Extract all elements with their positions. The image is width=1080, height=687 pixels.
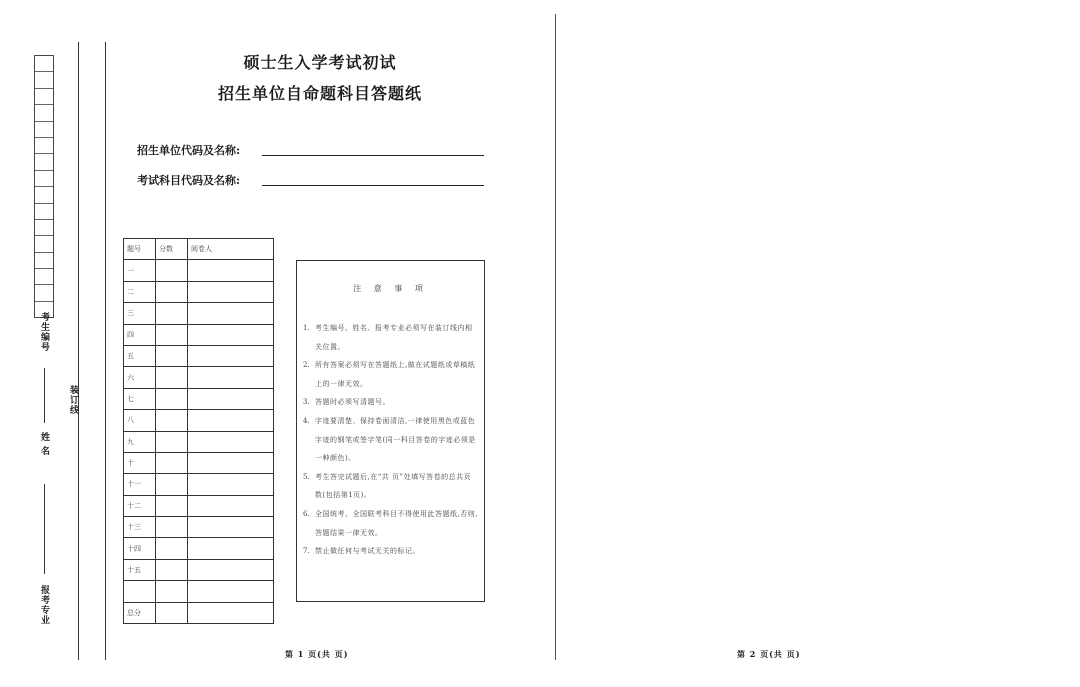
subject-field-label: 考试科目代码及名称: — [137, 174, 241, 187]
notice-item-text: 答题时必须写清题号。 — [315, 398, 390, 407]
question-number: 九 — [124, 431, 156, 452]
candidate-number-cell[interactable] — [35, 105, 53, 121]
score-row — [124, 260, 274, 281]
candidate-number-cell[interactable] — [35, 204, 53, 220]
score-row — [124, 410, 274, 431]
score-cell[interactable] — [156, 431, 188, 452]
candidate-number-line — [44, 368, 45, 423]
candidate-number-label: 考生编号 — [39, 312, 49, 352]
grader-cell[interactable] — [188, 602, 274, 623]
candidate-number-cell[interactable] — [35, 171, 53, 187]
score-cell[interactable] — [156, 602, 188, 623]
question-number: 十二 — [124, 495, 156, 516]
score-cell[interactable] — [156, 581, 188, 602]
score-cell[interactable] — [156, 345, 188, 366]
candidate-number-cell[interactable] — [35, 220, 53, 236]
notice-item — [303, 542, 478, 561]
question-number: 六 — [124, 367, 156, 388]
score-row — [124, 581, 274, 602]
score-cell[interactable] — [156, 517, 188, 538]
grader-cell[interactable] — [188, 559, 274, 580]
candidate-number-cell[interactable] — [35, 138, 53, 154]
score-row — [124, 517, 274, 538]
score-cell[interactable] — [156, 495, 188, 516]
grader-cell[interactable] — [188, 474, 274, 495]
score-row — [124, 602, 274, 623]
grader-cell[interactable] — [188, 303, 274, 324]
candidate-number-cell[interactable] — [35, 187, 53, 203]
grader-cell[interactable] — [188, 324, 274, 345]
candidate-number-cell[interactable] — [35, 154, 53, 170]
notice-box — [296, 260, 485, 602]
question-number: 一 — [124, 260, 156, 281]
score-row — [124, 324, 274, 345]
notice-item-text: 考生答完试题后,在“共 页”处填写答卷的总共页数(包括第1页)。 — [315, 472, 472, 500]
score-cell[interactable] — [156, 324, 188, 345]
grader-cell[interactable] — [188, 388, 274, 409]
score-cell[interactable] — [156, 367, 188, 388]
question-number: 十四 — [124, 538, 156, 559]
notice-item — [303, 319, 478, 356]
page-divider — [555, 14, 556, 660]
candidate-number-cell[interactable] — [35, 56, 53, 72]
score-cell[interactable] — [156, 452, 188, 473]
notice-item-text: 所有答案必须写在答题纸上,做在试题纸或草稿纸上的一律无效。 — [315, 361, 476, 388]
candidate-number-cell[interactable] — [35, 89, 53, 105]
question-number: 七 — [124, 388, 156, 409]
question-number: 三 — [124, 303, 156, 324]
candidate-number-cell[interactable] — [35, 253, 53, 269]
subject-field-input[interactable] — [262, 185, 484, 186]
question-number: 五 — [124, 345, 156, 366]
major-label: 报考专业 — [39, 585, 49, 625]
notice-item — [303, 356, 478, 393]
grader-cell[interactable] — [188, 517, 274, 538]
candidate-number-cell[interactable] — [35, 236, 53, 252]
score-row — [124, 281, 274, 302]
candidate-number-cell[interactable] — [35, 122, 53, 138]
notice-item — [303, 468, 478, 505]
answer-sheet-title: 招生单位自命题科目答题纸 — [217, 84, 422, 103]
grader-cell[interactable] — [188, 495, 274, 516]
notice-item — [303, 412, 478, 468]
score-cell[interactable] — [156, 559, 188, 580]
notice-item-text: 字迹要清楚、保持卷面清洁,一律使用黑色或蓝色字迹的钢笔或签字笔(同一科目答卷的字迹必须是一种颜色)。 — [315, 416, 476, 463]
score-cell[interactable] — [156, 538, 188, 559]
grader-cell[interactable] — [188, 410, 274, 431]
grader-cell[interactable] — [188, 345, 274, 366]
score-row — [124, 345, 274, 366]
header-score: 分数 — [156, 239, 188, 260]
notice-title: 注 意 事 项 — [353, 284, 428, 293]
notice-item-number: 7. — [303, 547, 310, 556]
notice-item-number: 3. — [303, 398, 310, 407]
name-line — [44, 484, 45, 574]
notice-item-number: 4. — [303, 416, 310, 425]
score-cell[interactable] — [156, 303, 188, 324]
notice-item-number: 1. — [303, 324, 310, 332]
score-table — [123, 238, 274, 624]
score-cell[interactable] — [156, 260, 188, 281]
institution-field-input[interactable] — [262, 155, 484, 156]
grader-cell[interactable] — [188, 581, 274, 602]
score-row — [124, 367, 274, 388]
score-row — [124, 303, 274, 324]
question-number: 八 — [124, 410, 156, 431]
candidate-number-cell[interactable] — [35, 285, 53, 301]
question-number: 二 — [124, 281, 156, 302]
grader-cell[interactable] — [188, 431, 274, 452]
notice-item-number: 2. — [303, 361, 310, 370]
page-1-footer: 第 1 页(共 页) — [285, 649, 349, 659]
question-number: 十 — [124, 452, 156, 473]
notice-item-text: 禁止做任何与考试无关的标记。 — [315, 547, 420, 556]
score-row — [124, 452, 274, 473]
notice-item-text: 考生编号、姓名、报考专业必须写在装订线内相关位置。 — [315, 324, 473, 351]
candidate-number-cell[interactable] — [35, 72, 53, 88]
question-number: 十三 — [124, 517, 156, 538]
question-number — [124, 581, 156, 602]
score-row — [124, 559, 274, 580]
score-table-header — [124, 239, 274, 260]
name-label: 姓 名 — [39, 432, 49, 457]
notice-item — [303, 393, 478, 412]
grader-cell[interactable] — [188, 260, 274, 281]
score-cell[interactable] — [156, 388, 188, 409]
question-number: 总分 — [124, 602, 156, 623]
grader-cell[interactable] — [188, 538, 274, 559]
grader-cell[interactable] — [188, 452, 274, 473]
notice-item-number: 5. — [303, 472, 310, 481]
binding-line-outer — [78, 42, 79, 660]
candidate-number-cell[interactable] — [35, 269, 53, 285]
header-question-no: 题号 — [124, 239, 156, 260]
notice-item-text: 全国统考、全国联考科目不得使用此答题纸,否则,答题结果一律无效。 — [315, 509, 478, 537]
grader-cell[interactable] — [188, 281, 274, 302]
candidate-number-grid[interactable] — [34, 55, 54, 318]
grader-cell[interactable] — [188, 367, 274, 388]
score-cell[interactable] — [156, 281, 188, 302]
notice-item — [303, 505, 478, 542]
score-row — [124, 431, 274, 452]
score-cell[interactable] — [156, 474, 188, 495]
binding-line-inner — [105, 42, 106, 660]
score-row — [124, 474, 274, 495]
score-cell[interactable] — [156, 410, 188, 431]
question-number: 十五 — [124, 559, 156, 580]
question-number: 四 — [124, 324, 156, 345]
exam-title: 硕士生入学考试初试 — [243, 53, 397, 72]
page-2-footer: 第 2 页(共 页) — [737, 649, 801, 659]
question-number: 十一 — [124, 474, 156, 495]
seal-line-label: 装订线 — [68, 385, 78, 415]
score-row — [124, 388, 274, 409]
header-grader: 阅卷人 — [188, 239, 274, 260]
institution-field-label: 招生单位代码及名称: — [137, 144, 241, 157]
notice-item-number: 6. — [303, 509, 310, 518]
score-row — [124, 495, 274, 516]
notice-list — [303, 319, 478, 561]
score-row — [124, 538, 274, 559]
